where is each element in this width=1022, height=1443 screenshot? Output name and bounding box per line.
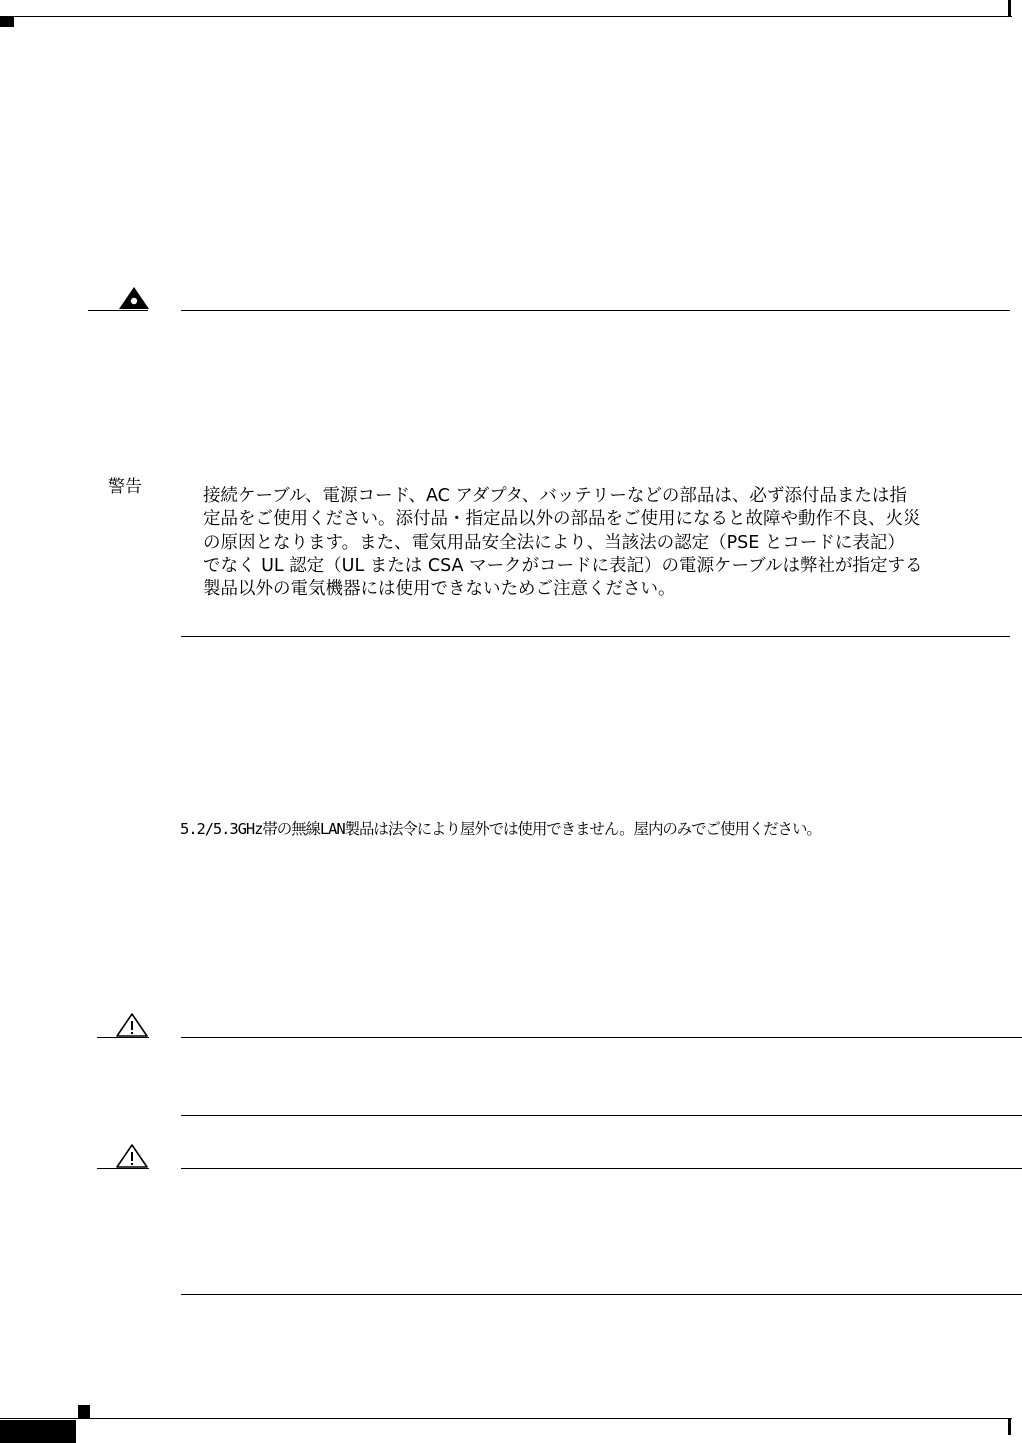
warning-top-rule [181, 310, 1010, 311]
caution-icon [115, 1012, 149, 1038]
caution-bottom-rule [181, 1115, 1022, 1116]
caution-top-rule [181, 1168, 1022, 1169]
warning-line: 接続ケーブル、電源コード、AC アダプタ、バッテリーなどの部品は、必ず添付品または指 [203, 486, 907, 506]
warning-bottom-rule [181, 636, 1010, 637]
footer-page-tab [0, 1420, 76, 1443]
header-corner-tick [1008, 0, 1011, 17]
caution-top-rule [181, 1037, 1022, 1038]
warning-label: 警告 [108, 477, 142, 497]
footer-marker [78, 1405, 90, 1418]
footer-corner-tick [1008, 1418, 1011, 1435]
footer-rule [0, 1418, 1012, 1419]
warning-line: 定品をご使用ください。添付品・指定品以外の部品をご使用になると故障や動作不良、火災 [203, 509, 921, 530]
caution-icon-rule [97, 1037, 149, 1038]
warning-icon [117, 285, 151, 311]
header-rule [0, 16, 1012, 17]
wireless-notice: 5.2/5.3GHz帯の無線LAN製品は法令により屋外では使用できません。屋内のみでご使用ください。 [180, 820, 821, 838]
caution-icon [115, 1143, 149, 1169]
warning-text [203, 485, 1003, 601]
caution-bottom-rule [181, 1294, 1022, 1295]
warning-icon-rule [88, 310, 148, 311]
header-marker [0, 16, 14, 27]
warning-line: でなく UL 認定（UL または CSA マークがコードに表記）の電源ケーブルは弊社が指定する [203, 555, 923, 576]
warning-line: の原因となります。また、電気用品安全法により、当該法の認定（PSE とコードに表記） [203, 532, 905, 553]
caution-icon-rule [97, 1168, 149, 1169]
warning-line: 製品以外の電気機器には使用できないためご注意ください。 [203, 579, 676, 600]
